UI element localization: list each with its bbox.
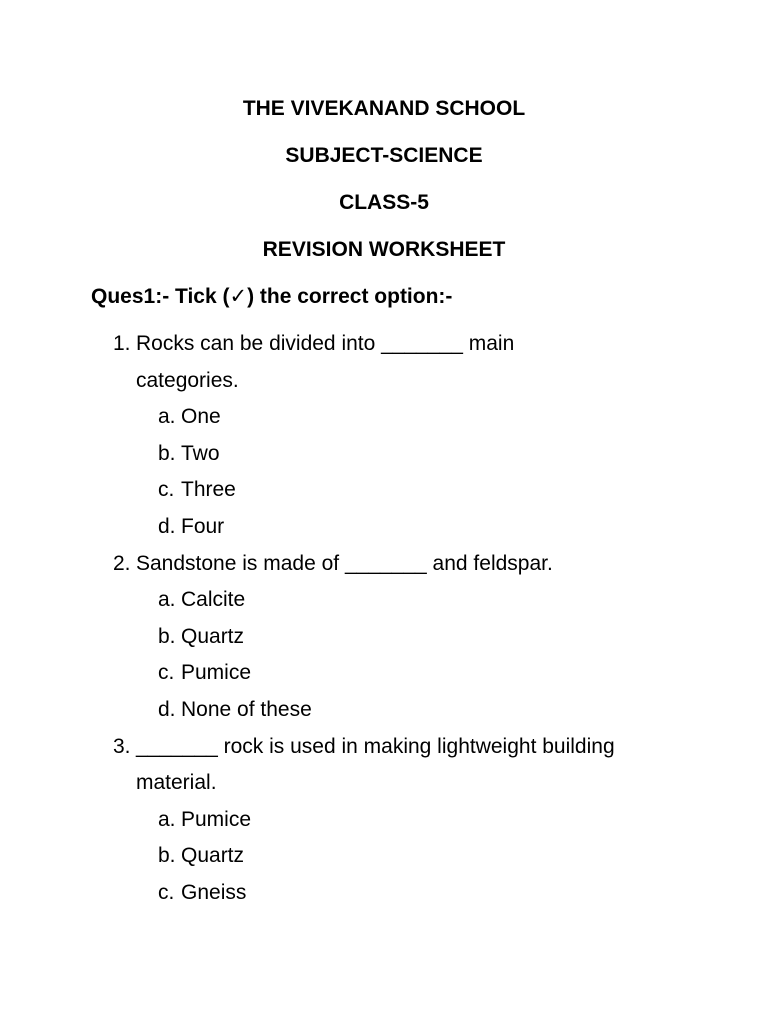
question-3-continued: [0, 768, 768, 805]
option-label: c.: [158, 478, 175, 502]
option-item: [0, 878, 768, 915]
option-text: Pumice: [181, 661, 252, 685]
option-label: c.: [158, 880, 175, 904]
question-heading: Ques1:- Tick (✓) the correct option:-: [91, 285, 453, 308]
question-number: 2.: [113, 551, 131, 575]
question-text: material.: [136, 771, 217, 795]
option-label: d.: [158, 697, 176, 721]
question-number: 3.: [113, 734, 131, 758]
option-text: Pumice: [181, 807, 252, 831]
option-item: [0, 402, 768, 439]
class-title: CLASS-5: [339, 191, 429, 214]
option-text: Three: [181, 478, 236, 502]
option-text: Calcite: [181, 588, 246, 612]
option-item: [0, 622, 768, 659]
question-3: [0, 732, 768, 769]
option-item: [0, 658, 768, 695]
question-text: Rocks can be divided into _______ main: [136, 332, 515, 355]
option-item: [0, 512, 768, 549]
option-label: b.: [158, 441, 176, 465]
question-text: _______ rock is used in making lightweight building: [136, 734, 615, 758]
worksheet-title: REVISION WORKSHEET: [262, 238, 506, 261]
option-label: d.: [158, 514, 176, 538]
option-label: c.: [158, 661, 175, 685]
option-label: a.: [158, 405, 176, 429]
option-text: Four: [181, 514, 225, 538]
option-text: Two: [181, 441, 220, 465]
option-text: None of these: [181, 697, 312, 721]
option-text: Quartz: [181, 624, 245, 648]
option-item: [0, 695, 768, 732]
option-item: [0, 805, 768, 842]
option-item: [0, 841, 768, 878]
subject-title: SUBJECT-SCIENCE: [285, 144, 483, 167]
school-name: THE VIVEKANAND SCHOOL: [242, 97, 526, 120]
question-1: [0, 329, 768, 366]
option-label: b.: [158, 844, 176, 868]
question-number: 1.: [113, 332, 131, 355]
option-label: b.: [158, 624, 176, 648]
option-text: Quartz: [181, 844, 245, 868]
question-2: [0, 549, 768, 586]
question-list: [0, 329, 768, 915]
question-text: categories.: [136, 368, 239, 392]
option-item: [0, 585, 768, 622]
option-text: Gneiss: [181, 880, 247, 904]
option-text: One: [181, 405, 221, 429]
option-label: a.: [158, 588, 176, 612]
question-1-continued: [0, 366, 768, 403]
option-item: [0, 439, 768, 476]
question-text: Sandstone is made of _______ and feldspar.: [136, 551, 553, 575]
option-item: [0, 475, 768, 512]
option-label: a.: [158, 807, 176, 831]
